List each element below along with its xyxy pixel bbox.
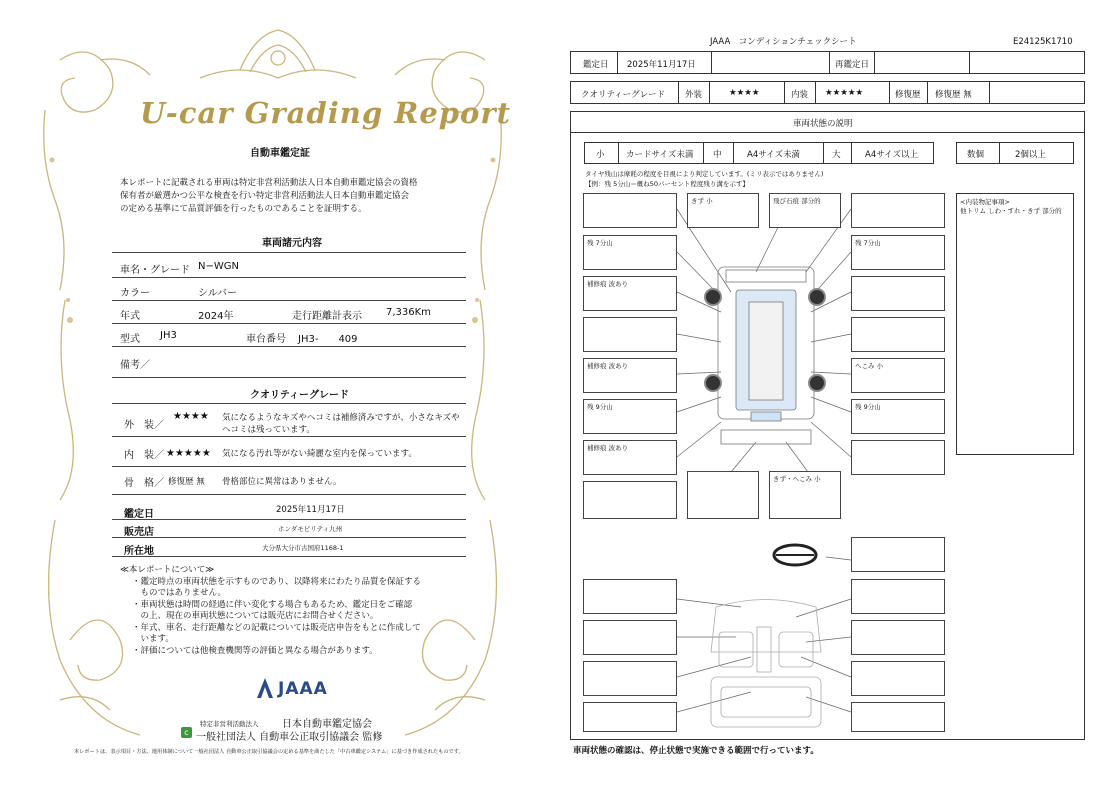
spec-color-value: シルバー xyxy=(198,288,238,299)
report-subtitle: 自動車鑑定証 xyxy=(250,148,310,159)
fair-trade-icon: c xyxy=(181,727,192,738)
label-r5: 残 9分山 xyxy=(855,403,881,411)
left-page xyxy=(0,0,545,789)
date-row-label: 鑑定日 xyxy=(583,60,609,70)
rep-value: 修復歴 無 xyxy=(935,90,972,100)
org1-small: 特定非営利活動法人 xyxy=(200,720,259,728)
state-heading: 車両状態の説明 xyxy=(793,119,853,129)
exterior-stars: ★★★★ xyxy=(173,411,209,422)
legend-small: 小 xyxy=(596,150,605,160)
interior-note-title: <内装物記事項> xyxy=(960,198,1010,206)
label-r4: へこみ 小 xyxy=(855,362,884,370)
dealer-label: 販売店 xyxy=(124,527,154,538)
int-label: 内装 xyxy=(791,90,809,100)
note-line-5: ・年式、車名、走行距離などの記載については販売店申告をもとに作成して xyxy=(132,623,421,633)
interior-stars: ★★★★★ xyxy=(166,448,211,459)
jaaa-logo-icon xyxy=(254,676,276,700)
int-stars: ★★★★★ xyxy=(825,88,864,98)
spec-chassis-label: 車台番号 xyxy=(246,334,286,345)
exterior-desc-2: ヘコミは残っています。 xyxy=(222,425,315,435)
location-label: 所在地 xyxy=(124,546,154,557)
date-label: 鑑定日 xyxy=(124,509,154,520)
label-top-a: きず 小 xyxy=(691,197,713,205)
spec-model-label: 型式 xyxy=(120,334,140,345)
spec-name-label: 車名・グレード xyxy=(120,265,190,276)
frame-label: 骨 格／ xyxy=(124,478,164,489)
count-value: 2個以上 xyxy=(1015,150,1046,160)
note-line-2: ものではありません。 xyxy=(132,588,227,598)
intro-line-3: の定める基準にて品質評価を行ったものであることを証明する。 xyxy=(120,204,367,214)
date-value: 2025年11月17日 xyxy=(276,505,345,515)
spec-chassis-value: JH3- 409 xyxy=(298,334,358,345)
exterior-desc-1: 気になるようなキズやヘコミは補修済みですが、小さなキズや xyxy=(222,413,460,423)
jaaa-logo-text: JAAA xyxy=(278,679,328,699)
rep-label: 修復歴 xyxy=(895,90,921,100)
org2: 一般社団法人 自動車公正取引協議会 監修 xyxy=(196,732,383,743)
legend-small-desc: カードサイズ未満 xyxy=(626,150,694,160)
right-page xyxy=(545,0,1119,789)
left-footer: 本レポートは、表示項目・方法、運用体制について一般社団法人 自動車公正取引協議会の定める基準を満たした「中古車鑑定システム」に基づき作成されたものです。 xyxy=(74,749,464,755)
report-title: U-car Grading Report xyxy=(140,96,512,130)
legend-large: 大 xyxy=(832,150,841,160)
tire-note-2: 【例：残 5分山＝概ね50パーセント程度残り溝を示す】 xyxy=(585,180,749,188)
note-line-1: ・鑑定時点の車両状態を示すものであり、以降将来にわたり品質を保証する xyxy=(132,577,422,587)
spec-remarks-label: 備考／ xyxy=(120,360,150,371)
legend-mid-desc: A4サイズ未満 xyxy=(747,150,801,160)
ext-stars: ★★★★ xyxy=(729,88,760,98)
label-r1: 残 7分山 xyxy=(855,239,881,247)
intro-line-2: 保有者が厳選かつ公平な検査を行い特定非営利活動法人日本自動車鑑定協会 xyxy=(120,191,410,201)
sheet-header: JAAA コンディションチェックシート xyxy=(710,37,857,47)
frame-value: 修復歴 無 xyxy=(168,477,205,487)
interior-desc: 気になる汚れ等がない綺麗な室内を保っています。 xyxy=(222,449,417,459)
spec-heading: 車両諸元内容 xyxy=(262,238,322,249)
intro-line-1: 本レポートに記載される車両は特定非営利活動法人日本自動車鑑定協会の資格 xyxy=(120,178,418,188)
label-top-b: 飛び石痕 部分的 xyxy=(773,197,821,205)
right-footer: 車両状態の確認は、停止状態で実施できる範囲で行っています。 xyxy=(573,746,819,756)
note-line-3: ・車両状態は時間の経過に伴い変化する場合もあるため、鑑定日をご確認 xyxy=(132,600,413,610)
spec-year-value: 2024年 xyxy=(198,311,234,322)
redate-label: 再鑑定日 xyxy=(835,60,870,70)
dealer-value: ホンダモビリティ九州 xyxy=(278,525,343,533)
label-l2: 補修痕 波あり xyxy=(587,280,629,288)
sheet-code: E24125K1710 xyxy=(1013,37,1073,47)
count-label: 数個 xyxy=(967,150,985,160)
note-line-6: います。 xyxy=(132,634,174,644)
date-row-value: 2025年11月17日 xyxy=(627,60,696,70)
note-line-7: ・評価については他検査機関等の評価と異なる場合があります。 xyxy=(132,646,378,656)
note-line-4: の上、現在の車両状態については販売店にお問合せください。 xyxy=(132,611,379,621)
org1-big: 日本自動車鑑定協会 xyxy=(282,719,372,730)
label-l6: 補修痕 波あり xyxy=(587,444,629,452)
spec-year-label: 年式 xyxy=(120,311,140,322)
notes-heading: ≪本レポートについて≫ xyxy=(120,565,215,575)
label-l1: 残 7分山 xyxy=(587,239,613,247)
legend-mid: 中 xyxy=(713,150,722,160)
spec-color-label: カラー xyxy=(120,288,150,299)
ext-label: 外装 xyxy=(685,90,703,100)
tire-note-1: タイヤ残山は摩耗の程度を目視により判定しています。(ミリ表示ではありません) xyxy=(585,170,824,178)
label-bot-b: きず・へこみ 小 xyxy=(773,475,821,483)
spec-mileage-label: 走行距離計表示 xyxy=(292,311,362,322)
label-l4: 補修痕 波あり xyxy=(587,362,629,370)
label-l5: 残 9分山 xyxy=(587,403,613,411)
interior-label: 内 装／ xyxy=(124,450,164,461)
quality-heading: クオリティーグレード xyxy=(250,390,349,401)
spec-name-value: N−WGN xyxy=(198,261,239,272)
qg-label: クオリティーグレード xyxy=(581,90,666,100)
exterior-label: 外 装／ xyxy=(124,420,164,431)
location-value: 大分県大分市古国府1168-1 xyxy=(262,544,344,552)
frame-desc: 骨格部位に異常はありません。 xyxy=(222,477,342,487)
interior-note-text: 他トリム しわ・すれ・きず 部分的 xyxy=(960,207,1062,215)
legend-large-desc: A4サイズ以上 xyxy=(865,150,919,160)
spec-model-value: JH3 xyxy=(160,330,177,341)
state-panel xyxy=(570,111,1085,740)
spec-mileage-value: 7,336Km xyxy=(386,307,431,318)
